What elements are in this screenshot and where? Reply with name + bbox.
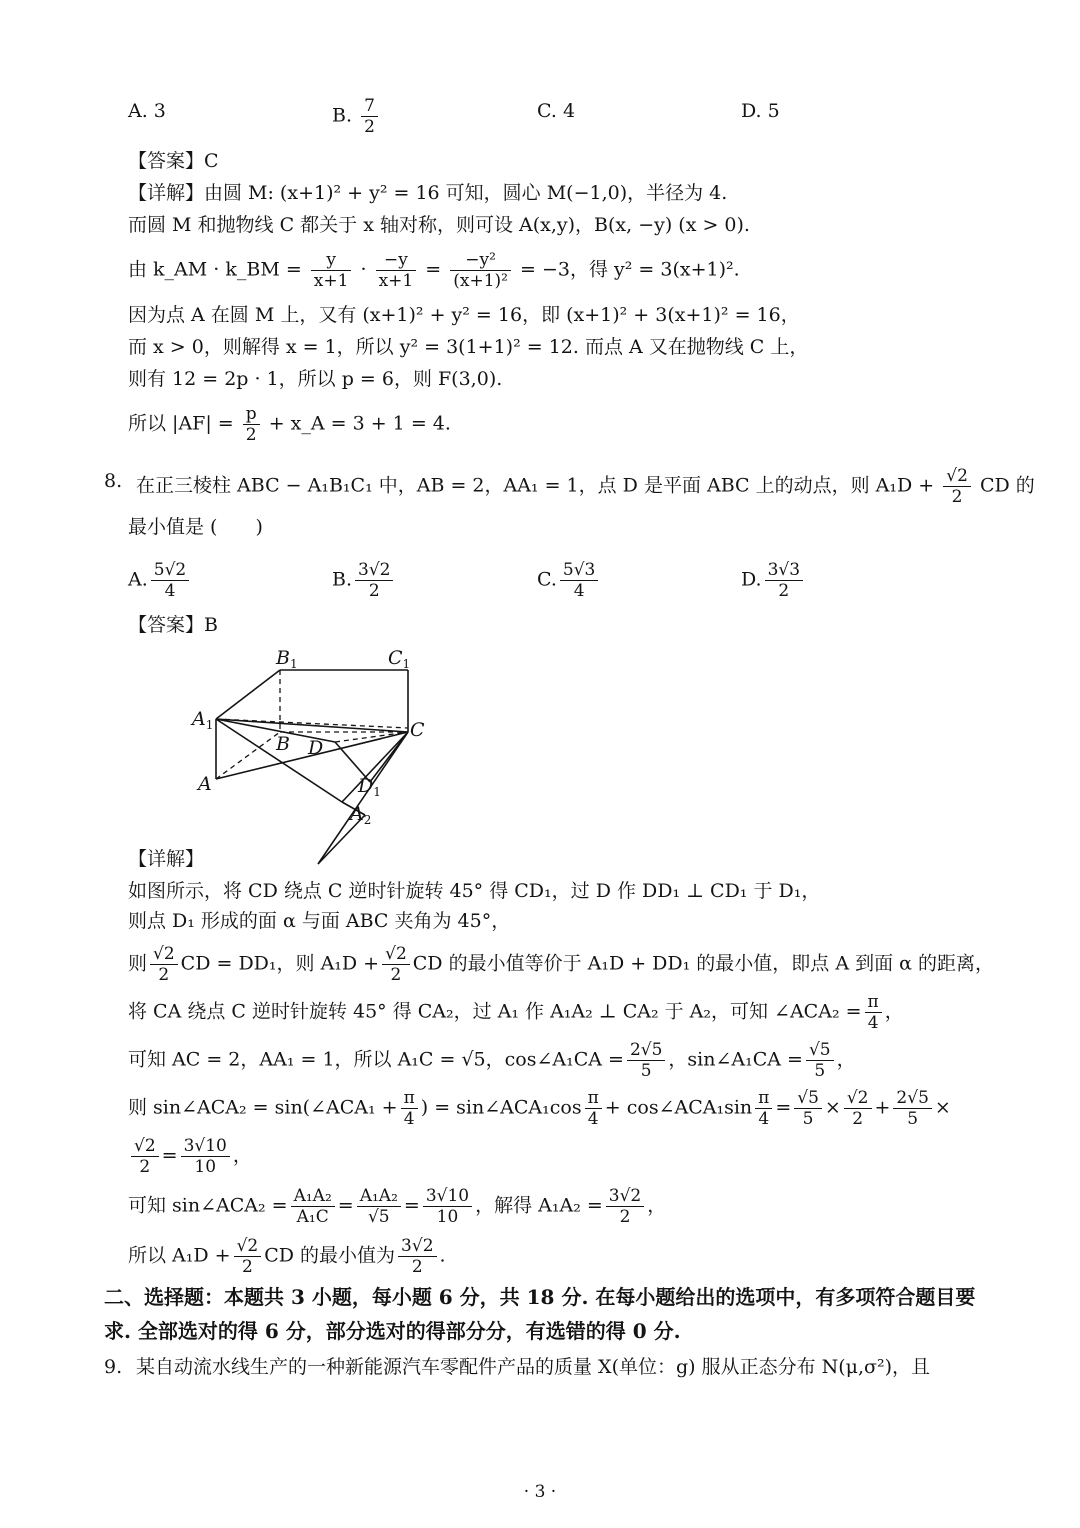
q7-answer: 【答案】C: [128, 150, 219, 172]
q8-detail-line-3: 则 $\frac{√2}{2}$ CD = DD₁，则 A₁D + $\frac{√2}{2}$ CD 的最小值等价于 A₁D + DD₁ 的最小值，即点 A 到面 α 的距离，: [128, 944, 995, 985]
q8-detail-line-8: 可知 sin∠ACA₂ = $\frac{\text{A₁A₂}}{\text{A₁C}}$ = $\frac{\text{A₁A₂}}{√5}$ = $\frac{3√10}{10}$ ，解得 A₁A₂ = $\frac{3√2}{2}$ ，: [128, 1186, 667, 1227]
q8-answer: 【答案】B: [128, 614, 218, 636]
label-b1: $B_1$: [276, 647, 298, 671]
q8-number: 8.: [104, 470, 123, 492]
q7-detail-line-5: 而 x > 0，则解得 x = 1，所以 y² = 3(1+1)² = 12. 而点 A 又在抛物线 C 上，: [128, 336, 809, 358]
q7-detail-line-7: 所以 |AF| = $\frac{p}{2}$ + x_A = 3 + 1 = 4.: [128, 404, 451, 445]
hidden-a1-c-upper: [216, 719, 408, 728]
edge-a1-b1: [216, 670, 280, 719]
label-d1: $D_1$: [358, 775, 381, 799]
q7-option-b-fraction: $\frac{7}{2}$: [361, 96, 378, 137]
q8-detail-line-4: 将 CA 绕点 C 逆时针旋转 45° 得 CA₂，过 A₁ 作 A₁A₂ ⊥ CA₂ 于 A₂，可知 ∠ACA₂ = $\frac{\pi}{4}$ ，: [128, 992, 904, 1033]
line-c-tip: [318, 732, 408, 864]
label-c: C: [410, 719, 425, 741]
q7-detail-line-4: 因为点 A 在圆 M 上，又有 (x+1)² + y² = 16，即 (x+1)² + 3(x+1)² = 16，: [128, 304, 800, 326]
q8-stem-line-1: 在正三棱柱 ABC − A₁B₁C₁ 中，AB = 2，AA₁ = 1，点 D 是平面 ABC 上的动点，则 A₁D + $\frac{√2}{2}$ CD 的: [136, 466, 1035, 507]
section-2-heading-line-1: 二、选择题：本题共 3 小题，每小题 6 分，共 18 分. 在每小题给出的选项中，有多项符合题目要: [104, 1285, 976, 1309]
q7-option-c: C. 4: [537, 100, 576, 122]
q9-number: 9.: [104, 1356, 123, 1378]
label-a1: $A_1$: [192, 708, 214, 732]
q7-option-b-label: B.: [332, 104, 353, 127]
label-c1: $C_1$: [388, 647, 411, 671]
section-2-heading-line-2: 求. 全部选对的得 6 分，部分选对的得部分分，有选错的得 0 分.: [104, 1319, 681, 1343]
label-a: A: [198, 773, 212, 795]
q8-detail-line-1: 如图所示，将 CD 绕点 C 逆时针旋转 45° 得 CD₁，过 D 作 DD₁ ⊥ CD₁ 于 D₁，: [128, 880, 821, 902]
label-a2: $A_2$: [350, 803, 372, 827]
q8-option-c: C. $\frac{5√3}{4}$: [537, 560, 601, 601]
q8-detail-line-6: 则 sin∠ACA₂ = sin(∠ACA₁ + $\frac{\pi}{4}$ ) = sin∠ACA₁cos $\frac{\pi}{4}$ + cos∠ACA₁sin $\frac{\pi}{4}$ = $\frac{√5}{5}$ × $\frac{√2}{2}$ + $\frac{2√5}{5}$ ×: [128, 1088, 951, 1129]
q7-detail-line-2: 而圆 M 和抛物线 C 都关于 x 轴对称，则可设 A(x,y)，B(x, −y) (x > 0).: [128, 214, 750, 236]
q8-option-b: B. $\frac{3√2}{2}$: [332, 560, 396, 601]
q8-detail-line-7: $\frac{√2}{2}$ = $\frac{3√10}{10}$ ，: [128, 1136, 252, 1177]
q8-option-a: A. $\frac{5√2}{4}$: [128, 560, 192, 601]
q7-detail-line-3: 由 k_AM · k_BM = $\frac{y}{x+1}$ · $\frac{-y}{x+1}$ = $\frac{\text{−y²}}{\text{(x+1)²}}$ = −3，得 y² = 3(x+1)².: [128, 250, 740, 291]
q8-detail-line-2: 则点 D₁ 形成的面 α 与面 ABC 夹角为 45°，: [128, 910, 511, 932]
page-number: · 3 ·: [523, 1482, 557, 1502]
q8-detail-line-5: 可知 AC = 2，AA₁ = 1，所以 A₁C = √5，cos∠A₁CA = $\frac{2√5}{5}$ ，sin∠A₁CA = $\frac{√5}{5}$ ，: [128, 1040, 856, 1081]
q9-stem: 某自动流水线生产的一种新能源汽车零配件产品的质量 X(单位：g) 服从正态分布 N(μ,σ²)，且: [136, 1356, 931, 1378]
q7-detail-line-1: 【详解】由圆 M: (x+1)² + y² = 16 可知，圆心 M(−1,0)，半径为 4.: [128, 182, 728, 204]
q8-stem-line-2: 最小值是 ( ): [128, 516, 263, 538]
q8-detail-title: 【详解】: [128, 848, 205, 870]
q7-option-b: [332, 96, 381, 137]
q7-option-a: A. 3: [128, 100, 166, 122]
q7-detail-line-6: 则有 12 = 2p · 1，所以 p = 6，则 F(3,0).: [128, 368, 503, 390]
q8-option-d: D. $\frac{3√3}{2}$: [741, 560, 806, 601]
label-b: B: [276, 733, 290, 755]
q8-detail-line-9: 所以 A₁D + $\frac{√2}{2}$ CD 的最小值为 $\frac{3√2}{2}$ .: [128, 1236, 446, 1277]
q7-option-d: D. 5: [741, 100, 780, 122]
label-d: D: [308, 737, 324, 759]
prism-figure: [190, 640, 450, 870]
